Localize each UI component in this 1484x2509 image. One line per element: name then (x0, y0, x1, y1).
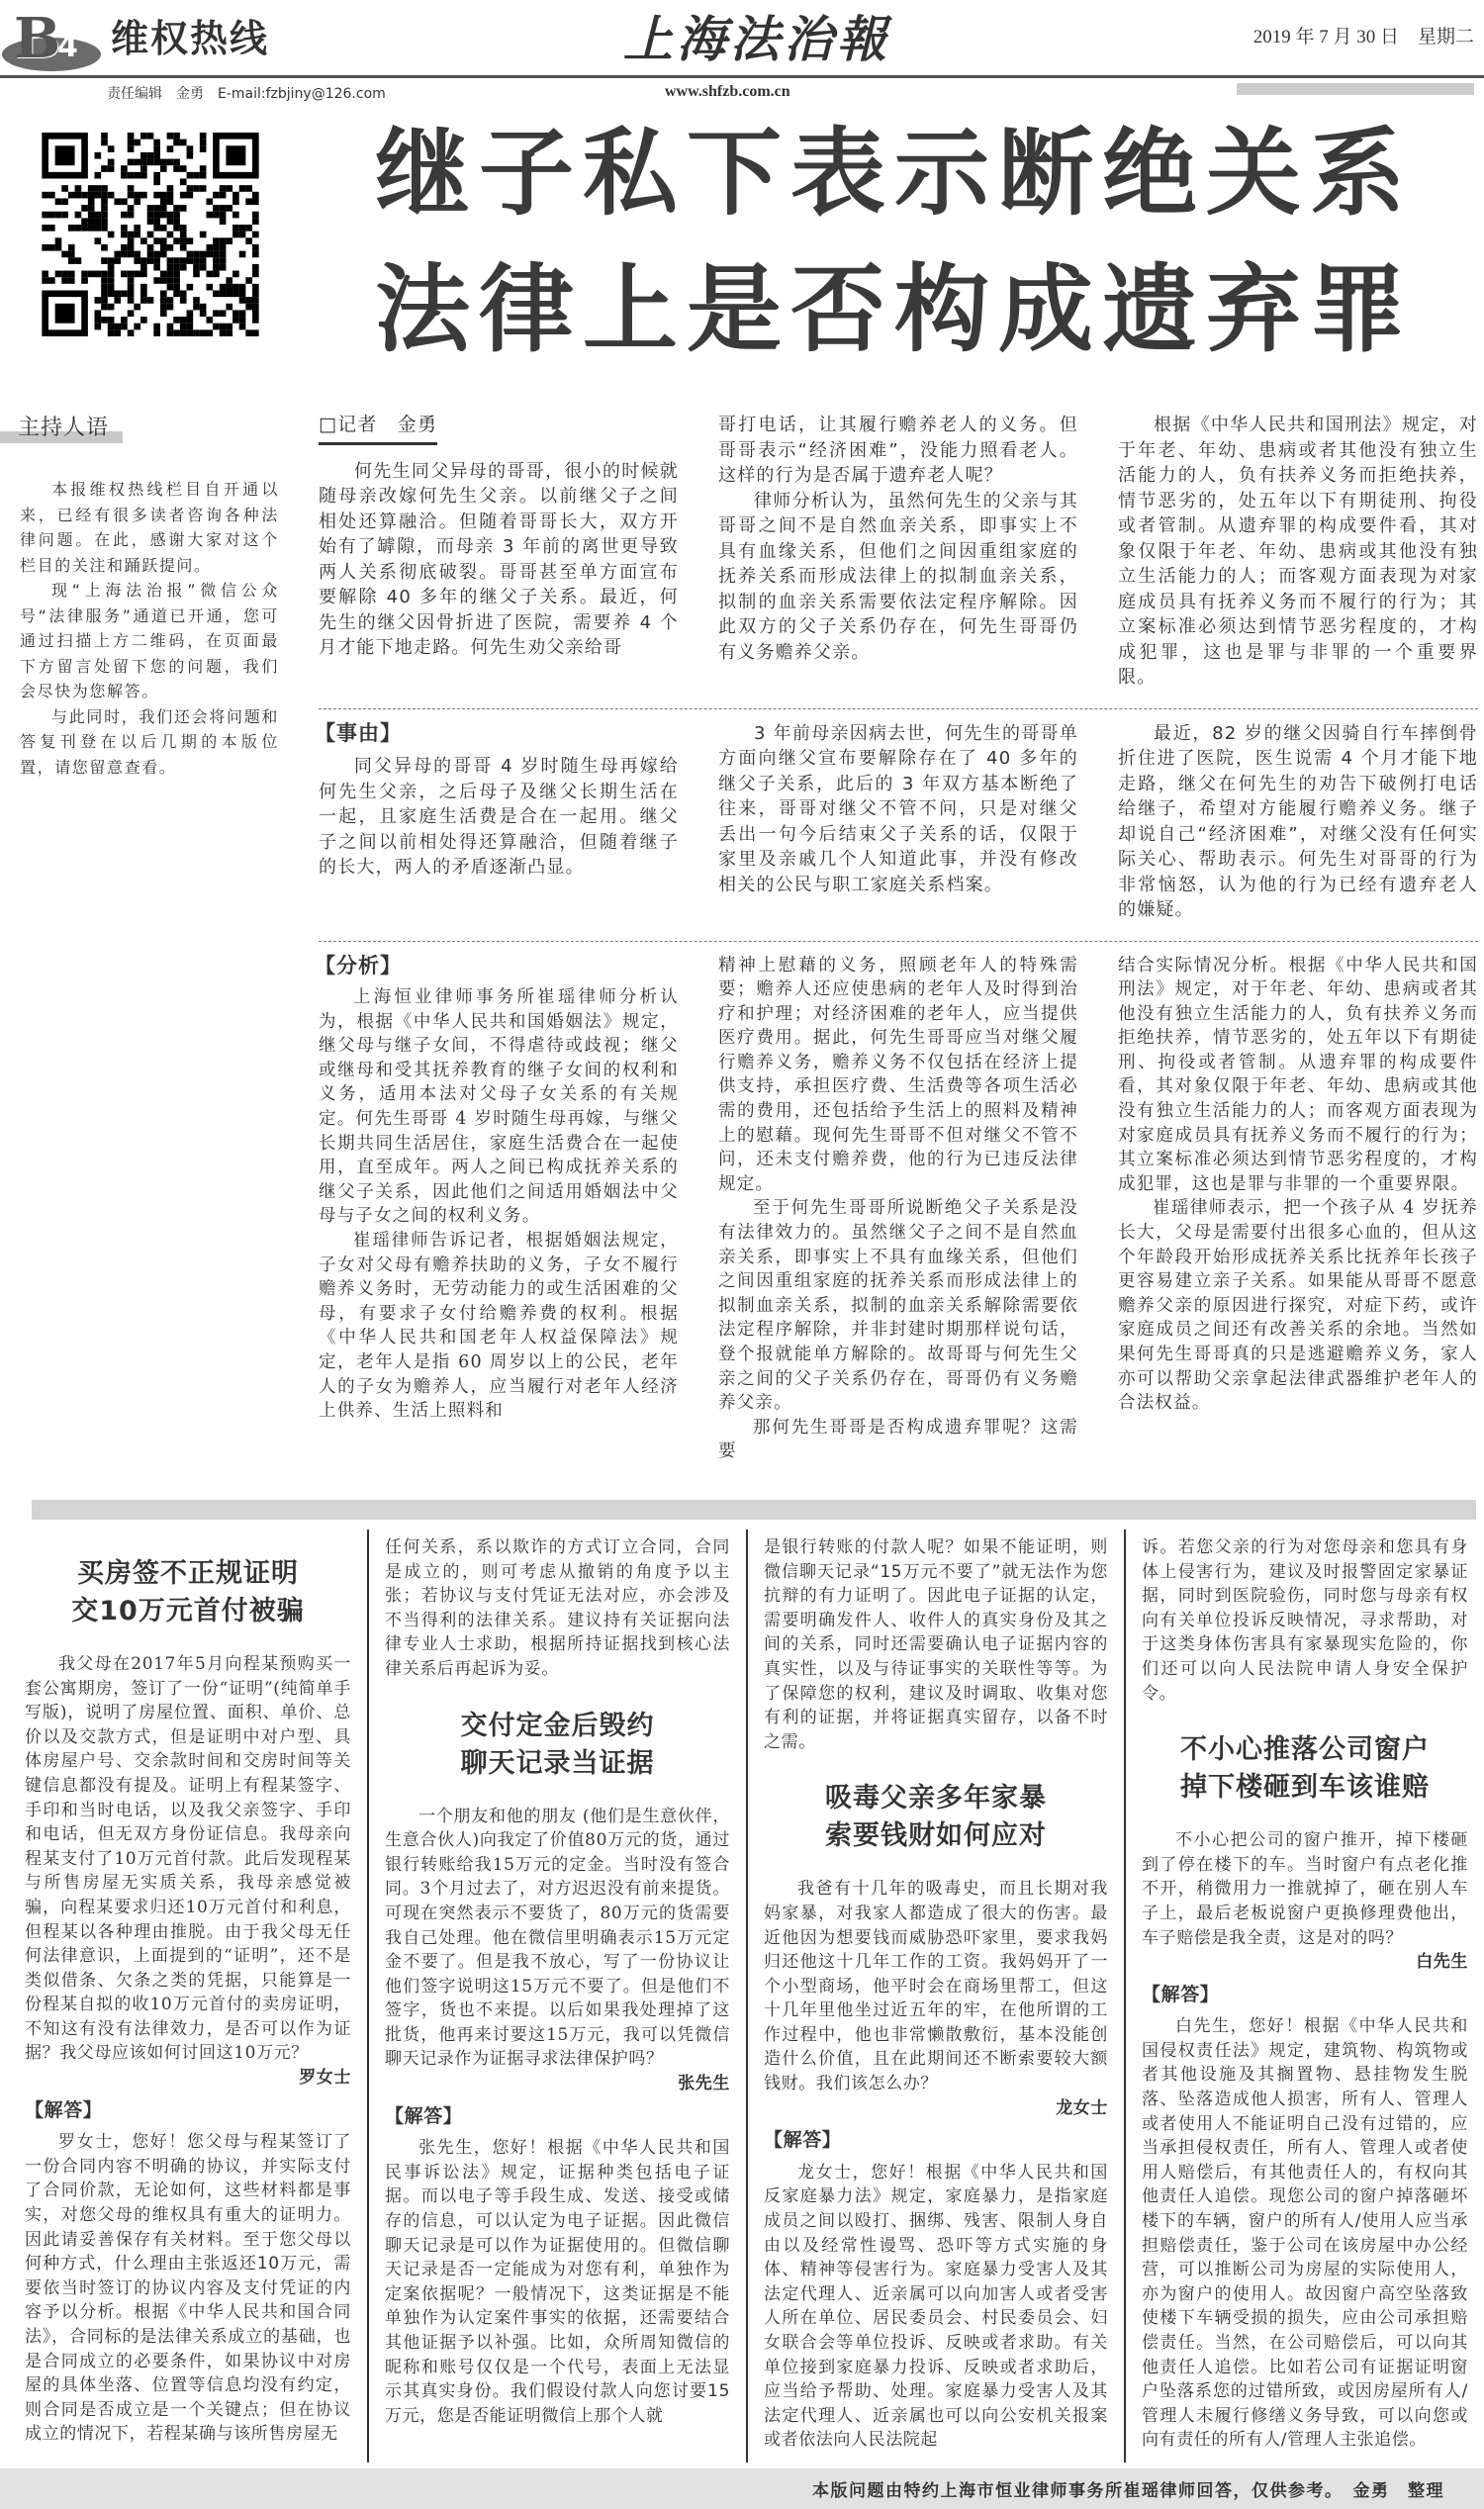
qa-answer: 龙女士，您好！根据《中华人民共和国反家庭暴力法》规定，家庭暴力，是指家庭成员之间以殴打、捆绑、残害、限制人身自由以及经常性谩骂、恐吓等方式实施的身体、精神等侵害行为。家庭暴力受害人及其法定代理人、近亲属可以向加害人或者受害人所在单位、居民委员会、村民委员会、妇女联合会等单位投诉、反映或者求助。有关单位接到家庭暴力投诉、反映或者求助后，应当给予帮助、处理。家庭暴力受害人及其法定代理人、近亲属也可以向公安机关报案或者依法向人民法院起 (764, 2162, 1108, 2451)
qa-answer: 张先生，您好！根据《中华人民共和国民事诉讼法》规定，证据种类包括电子证据。而以电子等手段生成、发送、接受或储存的信息，可以认定为电子证据。因此微信聊天记录是可以作为证据使用的。但微信聊天记录是否一定能成为对您有利，单独作为定案依据呢？一般情况下，这类证据是不能单独作为认定案件事实的依据，还需要结合其他证据予以补强。比如，众所周知微信的昵称和账号仅仅是一个代号，表面上无法显示其真实身份。我们假设付款人向您讨要15万元，您是否能证明微信上那个人就 (385, 2138, 730, 2426)
analysis-heading: 【分析】 (315, 952, 402, 977)
byline: □记者 金勇 (319, 413, 437, 445)
facts-heading: 【事由】 (315, 720, 402, 745)
qa-col-1 (9, 1530, 367, 2463)
qa-signature: 白先生 (1416, 1952, 1468, 1973)
qa-col-2: 任何关系，系以欺诈的方式订立合同，合同是成立的，则可考虑从撤销的角度予以主张；若协议与支付凭证无法对应，亦会涉及不当得利的法律关系。建议持有关证据向法律专业人士求助，根据所持证据找到核心法律关系后再起诉为妥。 交付定金后毁约 聊天记录当证据 一个朋友和他的朋友 (他们是生意伙伴，生意合伙人)向我定了价值80万元的货，通过银行转账给我15万元的定金。当时没有签合同。3个月过去了，对方迟迟没有前来提货。可现在突然表示不要货了，80万元的货需要我自己处理。他在微信里明确表示15万元定金不要了。但是我不放心，写了一份协议让他们签字说明这15万元不要了。但是他们不签字，货也不来提。以后如果我处理掉了这批货，他再来讨要这15万元，我可以凭微信聊天记录作为证据寻求法律保护吗？ 张先生 【解答】 张先生，您好！根据《中华人民共和国民事诉讼法》规定，证据种类包括电子证据。而以电子等手段生成、发送、接受或储存的信息，可以认定为电子证据。因此微信聊天记录是可以作为证据使用的。但微信聊天记录是否一定能成为对您有利，单独作为定案依据呢？一般情况下，这类证据是不能单独作为认定案件事实的依据，还需要结合其他证据予以补强。比如，众所周知微信的昵称和账号仅仅是一个代号，表面上无法显示其真实身份。我们假设付款人向您讨要15万元，您是否能证明微信上那个人就 (367, 1530, 746, 2463)
facts-col-3: 最近，82 岁的继父因骑自行车摔倒骨折住进了医院，医生说需 4 个月才能下地走路，继父在何先生的劝告下破例打电话给继子，希望对方能履行赡养义务。继子却说自己“经济困难”，对继父没有任何实际关心、帮助表示。何先生对哥哥的行为非常恼怒，认为他的行为已经有遗弃老人的嫌疑。 (1118, 722, 1478, 920)
facts-row (315, 708, 1478, 941)
qa-answer: 白先生，您好！根据《中华人民共和国侵权责任法》规定，建筑物、构筑物或者其他设施及其搁置物、悬挂物发生脱落、坠落造成他人损害，所有人、管理人或者使用人不能证明自己没有过错的，应当承担侵权责任，所有人、管理人或者使用人赔偿后，有其他责任人的，有权向其他责任人追偿。现您公司的窗户掉落砸坏楼下的车辆，窗户的所有人/使用人应当承担赔偿责任，鉴于公司在该房屋中办公经营，可以推断公司为房屋的实际使用人，亦为窗户的使用人。故因窗户高空坠落致使楼下车辆受损的损失，应由公司承担赔偿责任。当然，在公司赔偿后，可以向其他责任人追偿。比如若公司有证据证明窗户坠落系您的过错所致，或因房屋所有人/管理人未履行修缮义务导致，可以向您或向有责任的所有人/管理人主张追偿。 (1142, 2016, 1468, 2451)
qa-answer: 罗女士，您好！您父母与程某签订了一份合同内容不明确的协议，并实际支付了合同价款，无论如何，这些材料都是事实，对您父母的维权具有重大的证明力。因此请妥善保存有关材料。至于您父母以何种方式，什么理由主张返还10万元，需要依当时签订的协议内容及支付凭证的内容予以分析。根据《中华人民共和国合同法》，合同标的是法律关系成立的基础，也是合同成立的必要条件，如果协议中对房屋的具体坐落、位置等信息均没有约定，则合同是否成立是一个关键点；但在协议成立的情况下，若程某确与该所售房屋无 (25, 2132, 351, 2445)
header-rule (0, 75, 1484, 78)
date-bar (1237, 83, 1474, 95)
host-sidebar (0, 401, 319, 1482)
qa-title: 买房签不正规证明 交10万元首付被骗 (71, 1557, 305, 1626)
lead-story-area (0, 401, 1484, 1482)
qa-question: 不小心把公司的窗户推开，掉下楼砸到了停在楼下的车。当时窗户有点老化推不开，稍微用力一推就掉了，砸在别人车子上，最后老板说窗户更换修理费他出，车子赔偿是我全责，这是对的吗？ (1142, 1830, 1468, 1948)
host-text: 本报维权热线栏目自开通以来，已经有很多读者咨询各种法律问题。在此，感谢大家对这个栏目的关注和踊跃提问。 现“上海法治报”微信公众号“法律服务”通道已开通，您可通过扫描上方二维码，在页面最下方留言处留下您的问题，我们会尽快为您解答。 与此同时，我们还会将问题和答复刊登在以后几期的本版位置，请您留意查看。 (20, 480, 279, 777)
editor-line: 责任编辑 金勇 E-mail:fzbjiny@126.com (107, 86, 386, 102)
analysis-col-2: 精神上慰藉的义务，照顾老年人的特殊需要；赡养人还应使患病的老年人及时得到治疗和护理；对经济困难的老年人，应当提供医疗费用。据此，何先生哥哥应当对继父履行赡养义务，赡养义务不仅包括在经济上提供支持，承担医疗费、生活费等各项生活必需的费用，还包括给予生活上的照料及精神上的慰藉。现何先生哥哥不但对继父不管不问，还未支付赡养费，他的行为已违反法律规定。 至于何先生哥哥所说断绝父子关系是没有法律效力的。虽然继父子之间不是自然血亲关系，即事实上不具有血缘关系，但他们之间因重组家庭的抚养关系而形成法律上的拟制血亲关系，拟制的血亲关系解除需要依法定程序解除，并非封建时期那样说句话，登个报就能单方解除的。故哥哥与何先生父亲之间的父子关系仍存在，哥哥仍有义务赡养父亲。 那何先生哥哥是否构成遗弃罪呢？这需要 (718, 955, 1078, 1462)
qa-question: 我父母在2017年5月向程某预购买一套公寓期房，签订了一份“证明”(纯简单手写版)，说明了房屋位置、面积、单价、总价以及交款方式，但是证明中对户型、具体房屋户号、交余款时间和交房时间等关键信息都没有提及。证明上有程某签字、手印和当时电话，以及我父亲签字、手印和电话，但无双方身份证信息。我母亲向程某支付了10万元首付款。此后发现程某与所售房屋无实质关系，我母亲感觉被骗，向程某要求归还10万元首付和利息，但程某以各种理由推脱。由于我父母无任何法律意识，上面提到的“证明”，还不是类似借条、欠条之类的凭据，只能算是一份程某自拟的收10万元首付的卖房证明，不知这有没有法律效力，是否可以作为证据？我父母应该如何讨回这10万元？ (25, 1653, 351, 2064)
qa-signature: 罗女士 (299, 2068, 351, 2089)
intro-col-2: 哥打电话，让其履行赡养老人的义务。但哥哥表示“经济困难”，没能力照看老人。这样的行为是否属于遗弃老人呢？ 律师分析认为，虽然何先生的父亲与其哥哥之间不是自然血亲关系，即事实上不具有血缘关系，但他们之间因重组家庭的抚养关系而形成法律上的拟制血亲关系，拟制的血亲关系需要依法定程序解除。因此双方的父子关系仍存在，何先生哥哥仍有义务赡养父亲。 (718, 415, 1078, 663)
headline-line-1: 继子私下表示断绝关系 (375, 118, 1414, 229)
analysis-row (315, 941, 1478, 1482)
masthead-logo: 上海法治報 (623, 10, 890, 68)
page-body (0, 401, 1484, 2509)
answer-heading: 【解答】 (1142, 1983, 1220, 2005)
analysis-col-3: 结合实际情况分析。根据《中华人民共和国刑法》规定，对于年老、年幼、患病或者其他没有独立生活能力的人，负有扶养义务而拒绝扶养，情节恶劣的，处五年以下有期徒刑、拘役或者管制。从遗弃罪的构成要件看，其对象仅限于年老、年幼、患病或其他没有独立生活能力的人；而客观方面表现为对家庭成员具有抚养义务而不履行的行为；其立案标准必须达到情节恶劣程度的，才构成犯罪，这也是罪与非罪的一个重要界限。 崔瑶律师表示，把一个孩子从 4 岁抚养长大，父母是需要付出很多心血的，但从这个年龄段开始形成抚养关系比抚养年长孩子更容易建立亲子关系。如果能从哥哥不愿意赡养父亲的原因进行探究，对症下药，或许家庭成员之间还有改善关系的余地。当然如果何先生哥哥真的只是逃避赡养义务，家人亦可以帮助父亲拿起法律武器维护老年人的合法权益。 (1118, 955, 1478, 1414)
qa-title: 吸毒父亲多年家暴 索要钱财如何应对 (825, 1783, 1047, 1852)
facts-col-1: 【事由】 同父异母的哥哥 4 岁时随生母再嫁给何先生父亲，之后母子及继父长期生活在一起，且家庭生活费是合在一起用。继父子之间以前相处得还算融洽，但随着继子的长大，两人的矛盾逐渐凸显。 (315, 720, 679, 878)
host-title: 主持人语 (18, 411, 123, 441)
qa-title: 交付定金后毁约 聊天记录当证据 (460, 1710, 655, 1779)
qa-question: 我爸有十几年的吸毒史，而且长期对我妈家暴，对我家人都造成了很大的伤害。最近他因为想要钱而威胁恐吓家里，要求我妈归还他这十几年工作的工资。我妈妈开了一个小型商场，他平时会在商场里帮工，但这十几年里他坐过近五年的牢，在他所谓的工作过程中，他也非常懒散敷衍，基本没能创造什么价值，且在此期间还不断索要较大额钱财。我们该怎么办？ (764, 1879, 1108, 2094)
qr-code[interactable] (42, 133, 259, 336)
facts-col-2: 3 年前母亲因病去世，何先生的哥哥单方面向继父宣布要解除存在了 40 多年的继父子关系，此后的 3 年双方基本断绝了往来，哥哥对继父不管不问，只是对继父丢出一句今后结束父子关系的话，仅限于家里及亲戚几个人知道此事，并没有修改相关的公民与职工家庭关系档案。 (718, 722, 1078, 895)
issue-date: 2019 年 7 月 30 日 星期二 (1252, 27, 1474, 47)
qa-col-3: 是银行转账的付款人呢？如果不能证明，则微信聊天记录“15万元不要了”就无法作为您抗辩的有力证明了。因此电子证据的认定，需要明确发件人、收件人的真实身份及其之间的关系，同时还需要确认电子证据内容的真实性，以及与待证事实的关联性等等。为了保障您的权利，建议及时调取、收集对您有利的证据，并将证据真实留存，以备不时之需。 吸毒父亲多年家暴 索要钱财如何应对 我爸有十几年的吸毒史，而且长期对我妈家暴，对我家人都造成了很大的伤害。最近他因为想要钱而威胁恐吓家里，要求我妈归还他这十几年工作的工资。我妈妈开了一个小型商场，他平时会在商场里帮工，但这十几年里他坐过近五年的牢，在他所谓的工作过程中，他也非常懒散敷衍，基本没能创造什么价值，且在此期间还不断索要较大额钱财。我们该怎么办？ 龙女士 【解答】 龙女士，您好！根据《中华人民共和国反家庭暴力法》规定，家庭暴力，是指家庭成员之间以殴打、捆绑、残害、限制人身自由以及经常性谩骂、恐吓等方式实施的身体、精神等侵害行为。家庭暴力受害人及其法定代理人、近亲属可以向加害人或者受害人所在单位、居民委员会、村民委员会、妇女联合会等单位投诉、反映或者求助。有关单位接到家庭暴力投诉、反映或者求助后，应当给予帮助、处理。家庭暴力受害人及其法定代理人、近亲属也可以向公安机关报案或者依法向人民法院起 (746, 1530, 1124, 2463)
analysis-col-1: 【分析】 上海恒业律师事务所崔瑶律师分析认为，根据《中华人民共和国婚姻法》规定，继父母与继子女间，不得虐待或歧视；继父或继母和受其抚养教育的继子女间的权利和义务，适用本法对父母子女关系的有关规定。何先生哥哥 4 岁时随生母再嫁，与继父长期共同生活居住，家庭生活费合在一起使用，直至成年。两人之间已构成抚养关系的继父子关系，因此他们之间适用婚姻法中父母与子女之间的权利义务。 崔瑶律师告诉记者，根据婚姻法规定，子女对父母有赡养扶助的义务，子女不履行赡养义务时，无劳动能力的或生活困难的父母，有要求子女付给赡养费的权利。根据《中华人民共和国老年人权益保障法》规定，老年人是指 60 周岁以上的公民，老年人的子女为赡养人，应当履行对老年人经济上供养、生活上照料和 (315, 952, 679, 1422)
lead-article (315, 401, 1478, 1482)
qa-signature: 张先生 (678, 2074, 730, 2094)
page-badge: B 4 (0, 8, 109, 67)
answer-heading: 【解答】 (25, 2098, 103, 2121)
qa-section (0, 1530, 1484, 2463)
intro-col-3: 根据《中华人民共和国刑法》规定，对于年老、年幼、患病或者其他没有独立生活能力的人，负有扶养义务而拒绝扶养，情节恶劣的，处五年以下有期徒刑、拘役或者管制。从遗弃罪的构成要件看，其对象仅限于年老、年幼、患病或其他没有独立生活能力的人；而客观方面表现为对家庭成员具有抚养义务而不履行的行为；其立案标准必须达到情节恶劣程度的，才构成犯罪，这也是罪与非罪的一个重要界限。 (1118, 415, 1478, 688)
headline-line-2: 法律上是否构成遗弃罪 (375, 254, 1414, 365)
website-link[interactable]: www.shfzb.com.cn (665, 83, 790, 100)
answer-heading: 【解答】 (385, 2104, 463, 2127)
intro-col-1: □记者 金勇 何先生同父异母的哥哥，很小的时候就随母亲改嫁何先生父亲。以前继父子之间相处还算融洽。但随着哥哥长大，双方开始有了罅隙，而母亲 3 年前的离世更导致两人关系彻底破裂。哥哥甚至单方面宣布要解除 40 多年的继父子关系。最近，何先生的继父因骨折进了医院，需要养 4 个月才能下地走路。何先生劝父亲给哥 (319, 414, 679, 658)
answer-heading: 【解答】 (764, 2129, 842, 2152)
qa-signature: 龙女士 (1056, 2097, 1108, 2118)
qa-col-4: 诉。若您父亲的行为对您母亲和您具有身体上侵害行为，建议及时报警固定家暴证据，同时到医院验伤，同时您与母亲有权向有关单位投诉反映情况，寻求帮助，对于这类身体伤害具有家暴现实危险的，你们还可以向人民法院申请人身安全保护令。 不小心推落公司窗户 掉下楼砸到车该谁赔 不小心把公司的窗户推开，掉下楼砸到了停在楼下的车。当时窗户有点老化推不开，稍微用力一推就掉了，砸在别人车子上，最后老板说窗户更换修理费他出，车子赔偿是我全责，这是对的吗？ 白先生 【解答】 白先生，您好！根据《中华人民共和国侵权责任法》规定，建筑物、构筑物或者其他设施及其搁置物、悬挂物发生脱落、坠落造成他人损害，所有人、管理人或者使用人不能证明自己没有过错的，应当承担侵权责任，所有人、管理人或者使用人赔偿后，有其他责任人的，有权向其他责任人追偿。现您公司的窗户掉落砸坏楼下的车辆，窗户的所有人/使用人应当承担赔偿责任，鉴于公司在该房屋中办公经营，可以推断公司为房屋的实际使用人，亦为窗户的使用人。故因窗户高空坠落致使楼下车辆受损的损失，应由公司承担赔偿责任。当然，在公司赔偿后，可以向其他责任人追偿。比如若公司有证据证明窗户坠落系您的过错所致，或因房屋所有人/管理人未履行修缮义务导致，可以向您或向有责任的所有人/管理人主张追偿。 (1124, 1530, 1484, 2463)
intro-row (319, 401, 1478, 708)
qa-question: 一个朋友和他的朋友 (他们是生意伙伴，生意合伙人)向我定了价值80万元的货，通过银行转账给我15万元的定金。当时没有签合同。3个月过去了，对方迟迟没有前来提货。可现在突然表示不要货了，80万元的货需要我自己处理。他在微信里明确表示15万元定金不要了。但是我不放心，写了一份协议让他们签字说明这15万元不要了。但是他们不签字，货也不来提。以后如果我处理掉了这批货，他再来讨要这15万元，我可以凭微信聊天记录作为证据寻求法律保护吗？ (385, 1806, 730, 2070)
section-title: 维权热线 (111, 17, 270, 60)
qa-title: 不小心推落公司窗户 掉下楼砸到车该谁赔 (1180, 1734, 1430, 1804)
section-separator (32, 1500, 1476, 1520)
footer-credit: 本版问题由特约上海市恒业律师事务所崔瑶律师回答，仅供参考。 金勇 整理 (0, 2468, 1484, 2509)
